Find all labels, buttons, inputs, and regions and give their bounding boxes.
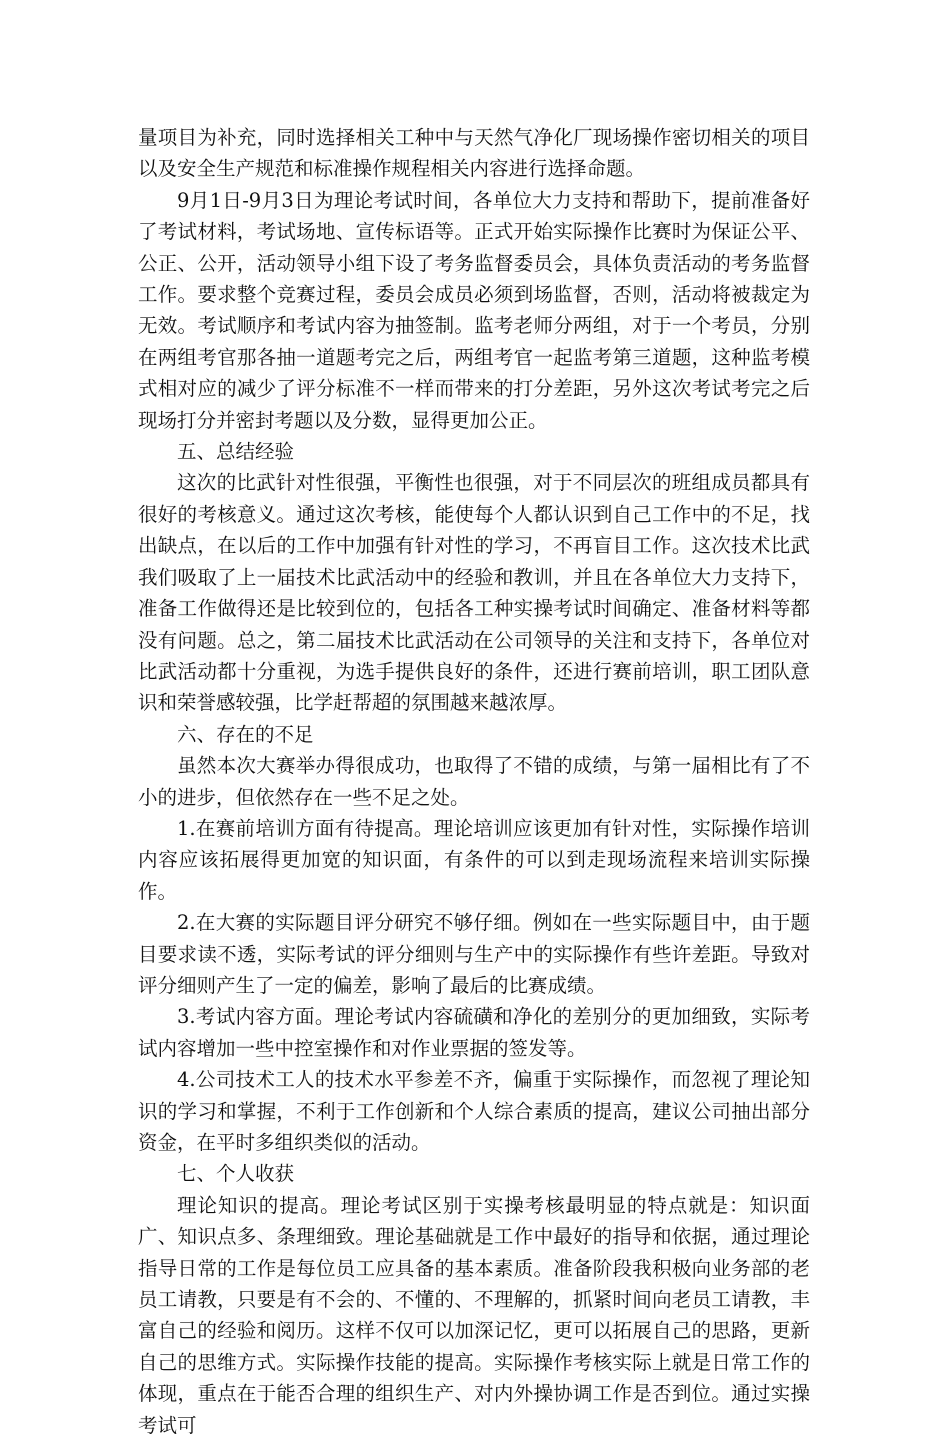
- section-heading-shortcomings: 六、存在的不足: [177, 722, 314, 746]
- list-item-shortcoming-3: 3.考试内容方面。理论考试内容硫磺和净化的差别分的更加细致，实际考试内容增加一些中控室操作和对作业票据的签发等。: [138, 1005, 810, 1060]
- paragraph-continuation: 量项目为补充，同时选择相关工种中与天然气净化厂现场操作密切相关的项目以及安全生产规范和标准操作规程相关内容进行选择命题。: [138, 126, 810, 181]
- list-item-shortcoming-2: 2.在大赛的实际题目评分研究不够仔细。例如在一些实际题目中，由于题目要求读不透，实际考试的评分细则与生产中的实际操作有些许差距。导致对评分细则产生了一定的偏差，影响了最后的比赛成绩。: [138, 911, 810, 997]
- list-item-shortcoming-1: 1.在赛前培训方面有待提高。理论培训应该更加有针对性，实际操作培训内容应该拓展得更加宽的知识面，有条件的可以到走现场流程来培训实际操作。: [138, 816, 810, 903]
- paragraph-exam-schedule: 9月1日-9月3日为理论考试时间，各单位大力支持和帮助下，提前准备好了考试材料，考试场地、宣传标语等。正式开始实际操作比赛时为保证公平、公正、公开，活动领导小组下设了考务监督委员会，具体负责活动的考务监督工作。要求整个竞赛过程，委员会成员必须到场监督，否则，活动将被裁定为无效。考试顺序和考试内容为抽签制。监考老师分两组，对于一个考员，分别在两组考官那各抽一道题考完之后，两组考官一起监考第三道题，这种监考模式相对应的减少了评分标准不一样而带来的打分差距，另外这次考试考完之后现场打分并密封考题以及分数，显得更加公正。: [138, 188, 810, 432]
- document-body: [138, 122, 810, 1441]
- paragraph-gains: 理论知识的提高。理论考试区别于实操考核最明显的特点就是：知识面广、知识点多、条理细致。理论基础就是工作中最好的指导和依据，通过理论指导日常的工作是每位员工应具备的基本素质。准备阶段我积极向业务部的老员工请教，只要是有不会的、不懂的、不理解的，抓紧时间向老员工请教，丰富自己的经验和阅历。这样不仅可以加深记忆，更可以拓展自己的思路，更新自己的思维方式。实际操作技能的提高。实际操作考核实际上就是日常工作的体现，重点在于能否合理的组织生产、对内外操协调工作是否到位。通过实操考试可: [138, 1193, 810, 1437]
- section-heading-gains: 七、个人收获: [177, 1162, 295, 1186]
- list-item-shortcoming-4: 4.公司技术工人的技术水平参差不齐，偏重于实际操作，而忽视了理论知识的学习和掌握，不利于工作创新和个人综合素质的提高，建议公司抽出部分资金，在平时多组织类似的活动。: [138, 1068, 810, 1154]
- paragraph-summary: 这次的比武针对性很强，平衡性也很强，对于不同层次的班组成员都具有很好的考核意义。通过这次考核，能使每个人都认识到自己工作中的不足，找出缺点，在以后的工作中加强有针对性的学习，不再盲目工作。这次技术比武我们吸取了上一届技术比武活动中的经验和教训，并且在各单位大力支持下，准备工作做得还是比较到位的，包括各工种实操考试时间确定、准备材料等都没有问题。总之，第二届技术比武活动在公司领导的关注和支持下，各单位对比武活动都十分重视，为选手提供良好的条件，还进行赛前培训，职工团队意识和荣誉感较强，比学赶帮超的氛围越来越浓厚。: [138, 471, 810, 715]
- paragraph-shortcomings-intro: 虽然本次大赛举办得很成功，也取得了不错的成绩，与第一届相比有了不小的进步，但依然存在一些不足之处。: [138, 754, 810, 809]
- section-heading-summary: 五、总结经验: [177, 440, 295, 464]
